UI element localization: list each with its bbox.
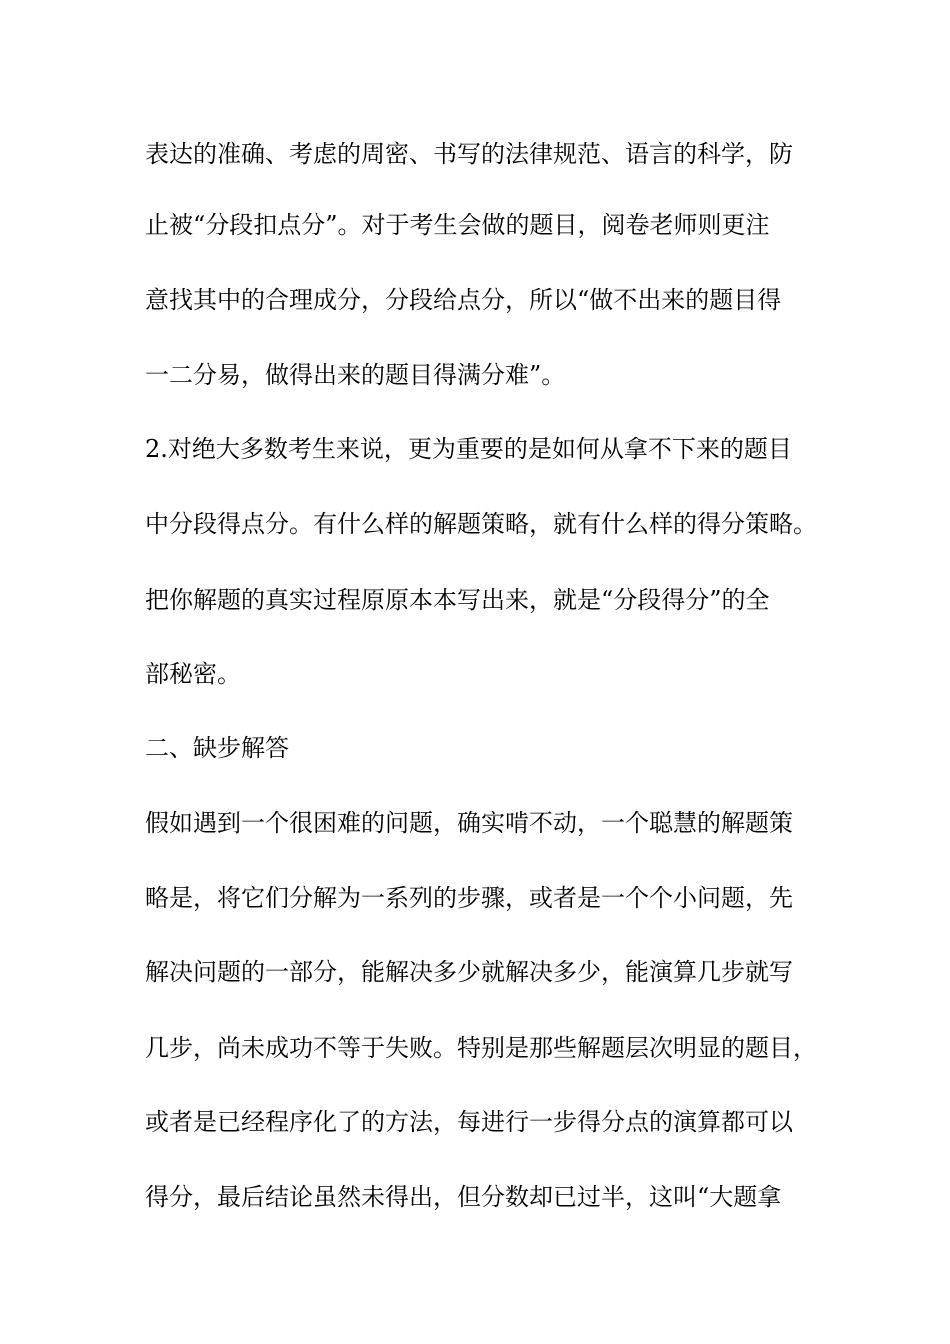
text-line: 把你解题的真实过程原原本本写出来，就是“分段得分”的全	[145, 586, 770, 614]
text-line: 一二分易，做得出来的题目得满分难”。	[145, 361, 566, 389]
text-line: 中分段得点分。有什么样的解题策略，就有什么样的得分策略。	[145, 510, 817, 538]
text-line: 2.对绝大多数考生来说，更为重要的是如何从拿不下来的题目	[145, 435, 792, 463]
text-line: 表达的准确、考虑的周密、书写的法律规范、语言的科学，防	[145, 140, 793, 168]
text-line: 意找其中的合理成分，分段给点分，所以“做不出来的题目得	[145, 286, 782, 314]
text-line: 得分，最后结论虽然未得出，但分数却已过半，这叫“大题拿	[145, 1183, 782, 1211]
text-line: 止被“分段扣点分”。对于考生会做的题目，阅卷老师则更注	[145, 211, 770, 239]
section-heading: 二、缺步解答	[145, 734, 289, 762]
text-line: 假如遇到一个很困难的问题，确实啃不动，一个聪慧的解题策	[145, 809, 793, 837]
text-line: 部秘密。	[145, 660, 241, 688]
text-line: 解决问题的一部分，能解决多少就解决多少，能演算几步就写	[145, 958, 793, 986]
text-line: 或者是已经程序化了的方法，每进行一步得分点的演算都可以	[145, 1108, 793, 1136]
text-line: 几步，尚未成功不等于失败。特别是那些解题层次明显的题目，	[145, 1034, 817, 1062]
text-line: 略是，将它们分解为一系列的步骤，或者是一个个小问题，先	[145, 884, 793, 912]
